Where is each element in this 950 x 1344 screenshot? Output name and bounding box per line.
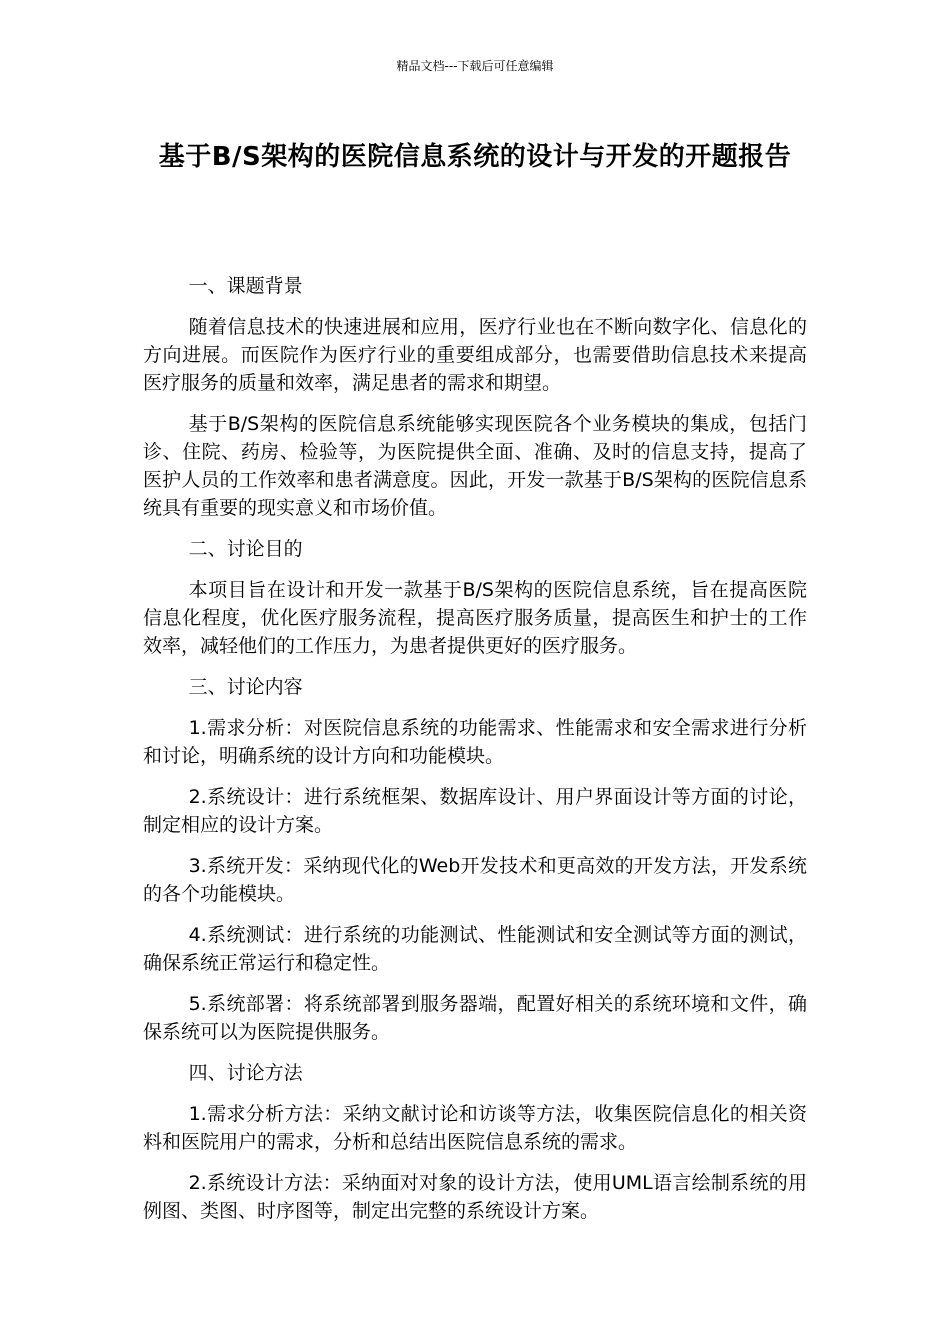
document-body: [143, 272, 807, 1238]
content-item-development: 3.系统开发：采纳现代化的Web开发技术和更高效的开发方法，开发系统的各个功能模块。: [143, 855, 807, 905]
background-paragraph-2: 基于B/S架构的医院信息系统能够实现医院各个业务模块的集成，包括门诊、住院、药房、检验等，为医院提供全面、准确、及时的信息支持，提高了医护人员的工作效率和患者满意度。因此，开发一款基于B/S架构的医院信息系统具有重要的现实意义和市场价值。: [143, 413, 807, 519]
section-heading-background: 一、课题背景: [188, 275, 303, 297]
method-item-design: 2.系统设计方法：采纳面对对象的设计方法，使用UML语言绘制系统的用例图、类图、时序图等，制定出完整的系统设计方案。: [143, 1172, 807, 1222]
page-header: 精品文档---下载后可任意编辑: [396, 59, 554, 73]
background-paragraph-1: 随着信息技术的快速进展和应用，医疗行业也在不断向数字化、信息化的方向进展。而医院作为医疗行业的重要组成部分，也需要借助信息技术来提高医疗服务的质量和效率，满足患者的需求和期望。: [143, 316, 807, 394]
purpose-paragraph: 本项目旨在设计和开发一款基于B/S架构的医院信息系统，旨在提高医院信息化程度，优化医疗服务流程，提高医疗服务质量，提高医生和护士的工作效率，减轻他们的工作压力，为患者提供更好的医疗服务。: [143, 579, 807, 657]
section-heading-purpose: 二、讨论目的: [188, 538, 303, 560]
content-item-testing: 4.系统测试：进行系统的功能测试、性能测试和安全测试等方面的测试，确保系统正常运行和稳定性。: [143, 924, 807, 974]
content-item-deployment: 5.系统部署：将系统部署到服务器端，配置好相关的系统环境和文件，确保系统可以为医院提供服务。: [143, 993, 807, 1043]
section-heading-content: 三、讨论内容: [188, 676, 303, 698]
content-item-requirements: 1.需求分析：对医院信息系统的功能需求、性能需求和安全需求进行分析和讨论，明确系统的设计方向和功能模块。: [143, 717, 807, 767]
content-item-design: 2.系统设计：进行系统框架、数据库设计、用户界面设计等方面的讨论，制定相应的设计方案。: [143, 786, 807, 836]
section-heading-methods: 四、讨论方法: [188, 1062, 303, 1084]
method-item-requirements: 1.需求分析方法：采纳文献讨论和访谈等方法，收集医院信息化的相关资料和医院用户的需求，分析和总结出医院信息系统的需求。: [143, 1103, 807, 1153]
document-title: 基于B/S架构的医院信息系统的设计与开发的开题报告: [158, 142, 792, 172]
